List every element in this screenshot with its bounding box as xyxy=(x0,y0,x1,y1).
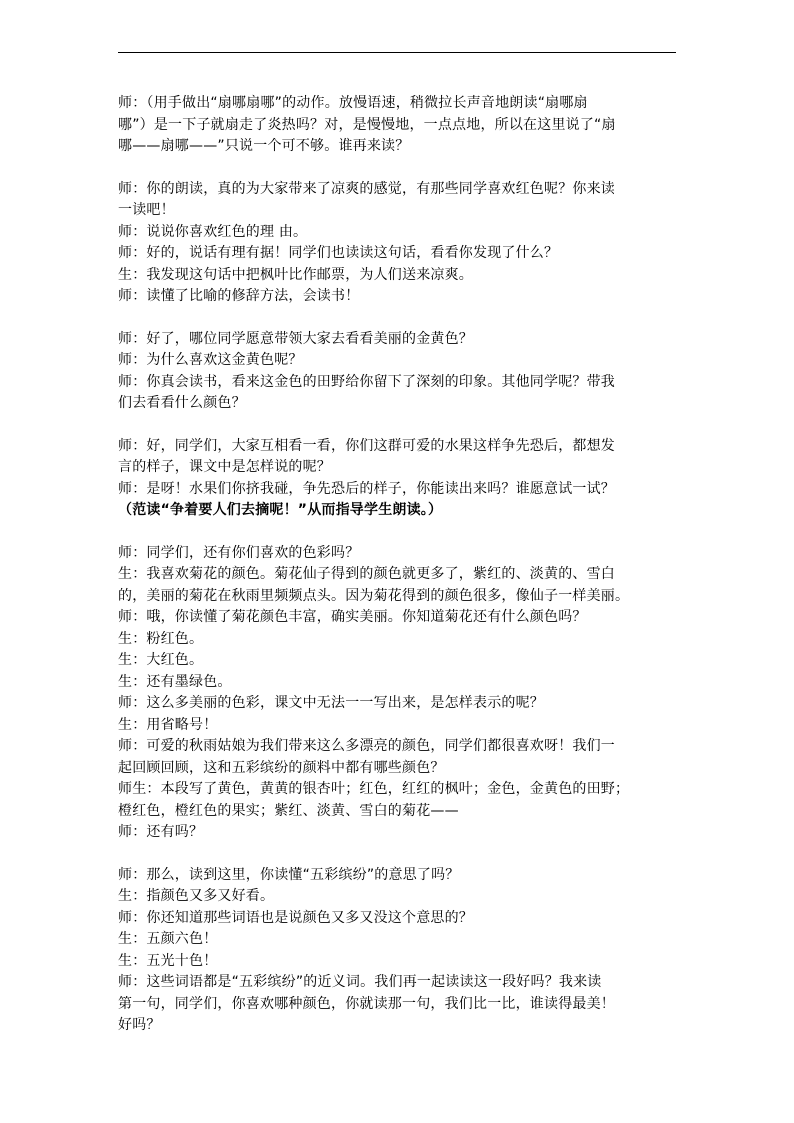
text-line: 一读吧！ xyxy=(118,202,175,218)
text-line: 师：是呀！水果们你挤我碰，争先恐后的样子，你能读出来吗？谁愿意试一试？ xyxy=(118,480,615,497)
paragraph-chrysanthemum xyxy=(118,543,678,844)
text-line: 师：说说你喜欢红色的理 由。 xyxy=(118,223,308,240)
text-line: 师：可爱的秋雨姑娘为我们带来这么多漂亮的颜色，同学们都很喜欢呀！我们一 xyxy=(118,738,615,754)
text-line: 师：同学们，还有你们喜欢的色彩吗？ xyxy=(118,544,360,561)
text-line: 师：读懂了比喻的修辞方法，会读书！ xyxy=(118,288,360,304)
text-line: 生：指颜色又多又好看。 xyxy=(118,888,275,904)
text-line: 生：粉红色。 xyxy=(118,630,204,647)
text-line: 师：哦，你读懂了菊花颜色丰富，确实美丽。你知道菊花还有什么颜色吗？ xyxy=(118,609,587,625)
text-line: 师：你真会读书，看来这金色的田野给你留下了深刻的印象。其他同学呢？带我 xyxy=(118,373,615,390)
text-line: 师：好了，哪位同学愿意带领大家去看看美丽的金黄色？ xyxy=(118,330,473,347)
text-line: 师：这么多美丽的色彩，课文中无法一一写出来，是怎样表示的呢？ xyxy=(118,695,544,711)
text-line: 生：还有墨绿色。 xyxy=(118,673,232,690)
text-line: 师：好的，说话有理有据！同学们也读读这句话，看看你发现了什么？ xyxy=(118,245,559,261)
text-line: 第一句，同学们，你喜欢哪种颜色，你就读那一句，我们比一比，谁读得最美！ xyxy=(118,995,615,1012)
header-rule xyxy=(118,52,676,53)
text-line: 生：大红色。 xyxy=(118,652,204,668)
text-line: 师：那么，读到这里，你读懂“五彩缤纷”的意思了吗？ xyxy=(118,866,460,883)
lesson-transcript xyxy=(118,93,678,1058)
text-line: 起回顾回顾，这和五彩缤纷的颜料中都有哪些颜色？ xyxy=(118,759,445,776)
paragraph-colorful-meaning xyxy=(118,865,678,1037)
text-line: 哪——扇哪——”只说一个可不够。谁再来读？ xyxy=(118,138,410,154)
text-line: 师：为什么喜欢这金黄色呢？ xyxy=(118,352,303,368)
paragraph-fruits xyxy=(118,436,678,522)
text-line: 师：还有吗？ xyxy=(118,824,204,840)
paragraph-fan-reading xyxy=(118,93,678,158)
text-line: 师：你的朗读，真的为大家带来了凉爽的感觉，有那些同学喜欢红色呢？你来读 xyxy=(118,180,615,197)
text-line: 好吗？ xyxy=(118,1017,161,1033)
text-line: 生：我发现这句话中把枫叶比作邮票，为人们送来凉爽。 xyxy=(118,266,473,283)
text-line: 们去看看什么颜色？ xyxy=(118,395,246,411)
text-line: 师：这些词语都是“五彩缤纷”的近义词。我们再一起读读这一段好吗？我来读 xyxy=(118,974,602,990)
text-line: 生：五光十色！ xyxy=(118,952,218,969)
text-line: 师生：本段写了黄色，黄黄的银杏叶；红色，红红的枫叶；金色，金黄色的田野； xyxy=(118,781,630,797)
text-line: 师：（用手做出“扇哪扇哪”的动作。放慢语速，稍微拉长声音地朗读“扇哪扇 xyxy=(118,95,588,111)
text-line: 师：你还知道那些词语也是说颜色又多又没这个意思的？ xyxy=(118,909,473,926)
text-line: 的，美丽的菊花在秋雨里频频点头。因为菊花得到的颜色很多，像仙子一样美丽。 xyxy=(118,587,630,604)
text-line: 言的样子，课文中是怎样说的呢？ xyxy=(118,459,331,475)
text-line: 生：五颜六色！ xyxy=(118,931,218,947)
text-line: 哪”）是一下子就扇走了炎热吗？对，是慢慢地，一点点地，所以在这里说了“扇 xyxy=(118,116,616,133)
paragraph-golden-color xyxy=(118,329,678,415)
model-reading-note: （范读“争着要人们去摘呢！”从而指导学生朗读。） xyxy=(118,502,443,518)
paragraph-red-color xyxy=(118,179,678,308)
text-line: 橙红色，橙红色的果实；紫红、淡黄、雪白的菊花—— xyxy=(118,802,459,819)
text-line: 师：好，同学们，大家互相看一看，你们这群可爱的水果这样争先恐后，都想发 xyxy=(118,437,615,454)
text-line: 生：我喜欢菊花的颜色。菊花仙子得到的颜色就更多了，紫红的、淡黄的、雪白 xyxy=(118,566,615,582)
text-line: 生：用省略号！ xyxy=(118,716,218,733)
